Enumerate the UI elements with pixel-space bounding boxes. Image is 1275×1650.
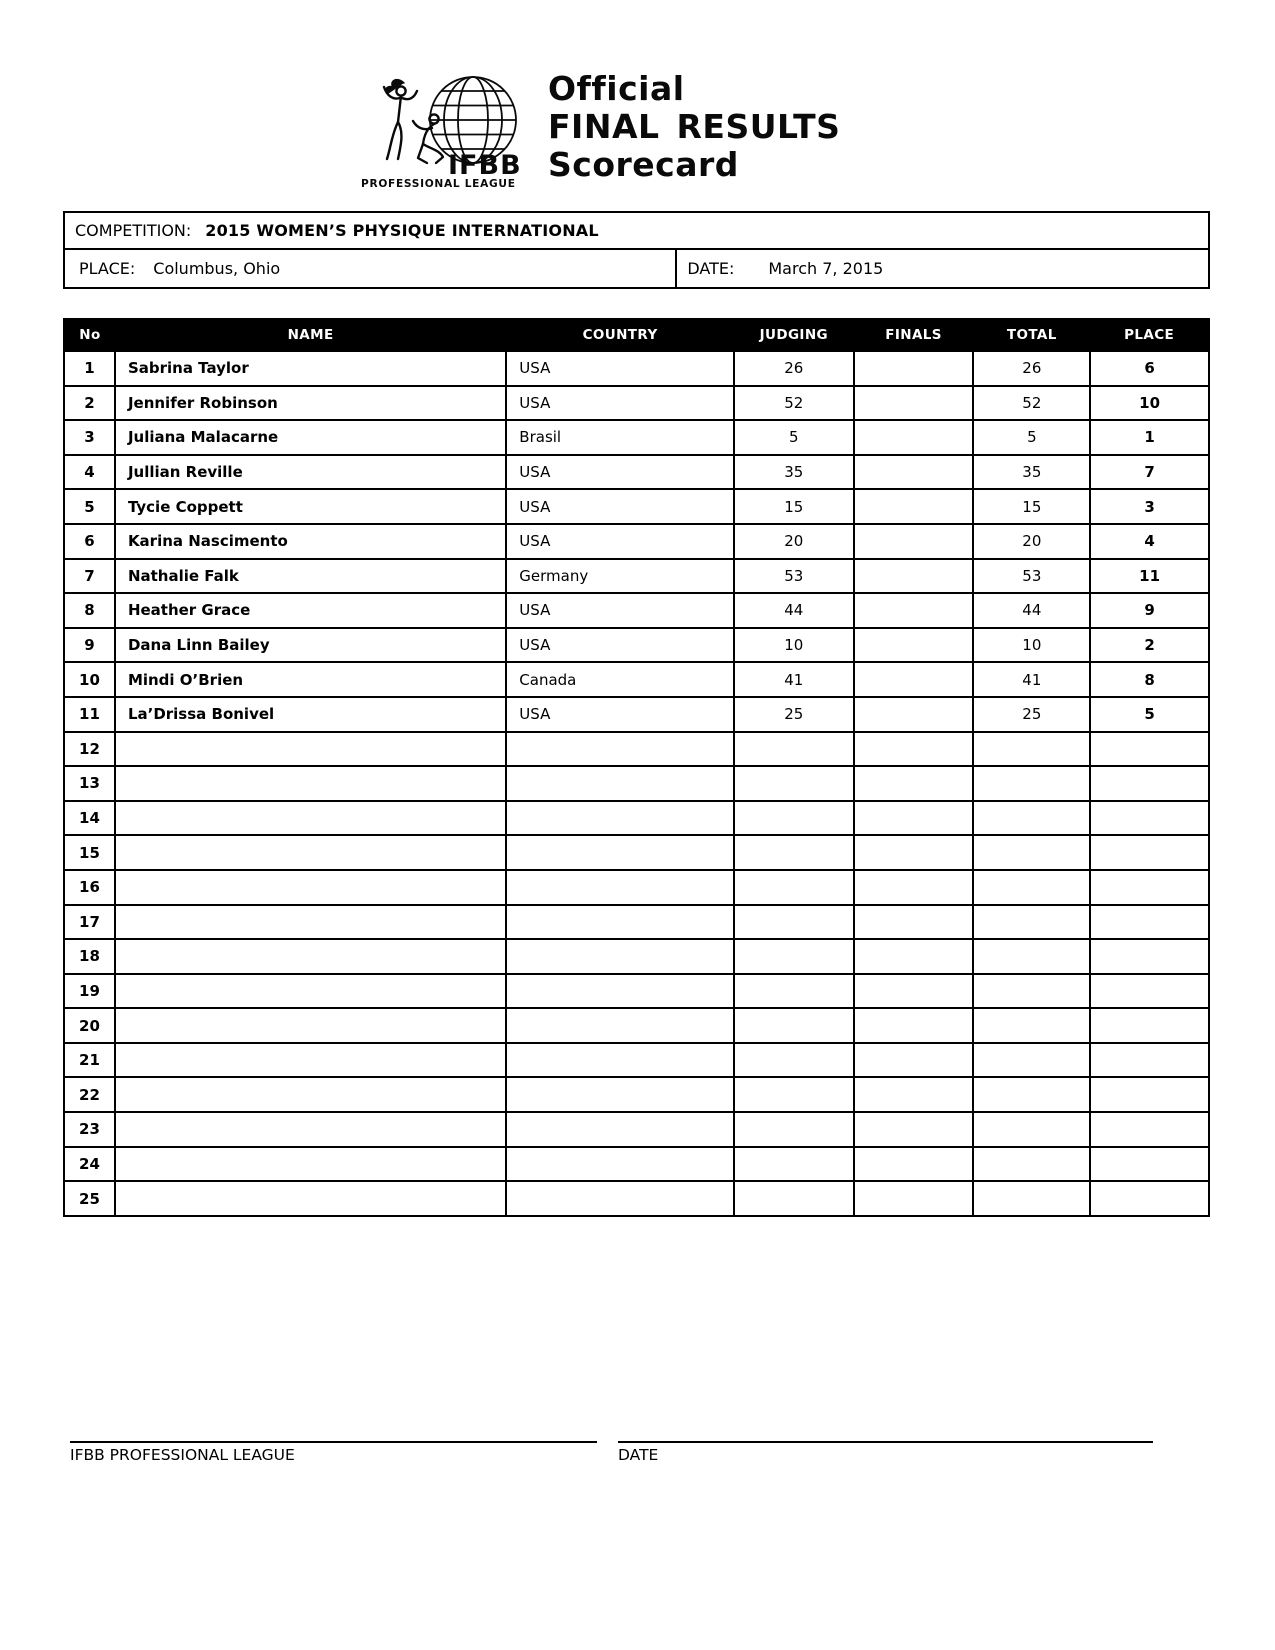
cell-judging: 26 (734, 351, 854, 386)
cell-total: 15 (973, 489, 1090, 524)
cell-finals (854, 662, 974, 697)
cell-name: Juliana Malacarne (115, 420, 506, 455)
table-row (64, 1181, 1209, 1216)
cell-no: 12 (64, 732, 115, 767)
cell-total: 35 (973, 455, 1090, 490)
cell-judging (734, 835, 854, 870)
cell-place: 9 (1090, 593, 1209, 628)
cell-finals (854, 1181, 974, 1216)
cell-place: 1 (1090, 420, 1209, 455)
cell-country (506, 905, 734, 940)
cell-judging: 10 (734, 628, 854, 663)
cell-total: 25 (973, 697, 1090, 732)
cell-total (973, 905, 1090, 940)
cell-judging (734, 766, 854, 801)
cell-country: USA (506, 593, 734, 628)
cell-finals (854, 974, 974, 1009)
cell-no: 15 (64, 835, 115, 870)
signature-line-right (618, 1441, 1153, 1464)
cell-finals (854, 455, 974, 490)
title-line-1: Official (548, 69, 685, 108)
signature-left-label: IFBB PROFESSIONAL LEAGUE (70, 1446, 295, 1464)
cell-place (1090, 801, 1209, 836)
cell-finals (854, 939, 974, 974)
cell-place (1090, 1077, 1209, 1112)
cell-finals (854, 835, 974, 870)
place-cell (65, 250, 675, 287)
cell-judging: 15 (734, 489, 854, 524)
cell-finals (854, 420, 974, 455)
cell-name: Heather Grace (115, 593, 506, 628)
table-row (64, 1043, 1209, 1078)
table-row (64, 732, 1209, 767)
title-line-3: Scorecard (548, 145, 739, 184)
cell-country: Brasil (506, 420, 734, 455)
cell-finals (854, 1043, 974, 1078)
document-title (548, 70, 840, 184)
cell-place: 7 (1090, 455, 1209, 490)
column-header-name: NAME (115, 319, 506, 351)
cell-name (115, 1112, 506, 1147)
cell-place: 11 (1090, 559, 1209, 594)
cell-total (973, 801, 1090, 836)
cell-no: 25 (64, 1181, 115, 1216)
cell-place (1090, 1008, 1209, 1043)
cell-finals (854, 351, 974, 386)
cell-judging: 5 (734, 420, 854, 455)
signature-right-label: DATE (618, 1446, 659, 1464)
column-header-finals: FINALS (854, 319, 974, 351)
cell-place (1090, 905, 1209, 940)
cell-no: 9 (64, 628, 115, 663)
table-row (64, 662, 1209, 697)
cell-country (506, 732, 734, 767)
cell-no: 7 (64, 559, 115, 594)
column-header-total: TOTAL (973, 319, 1090, 351)
table-row (64, 835, 1209, 870)
cell-no: 6 (64, 524, 115, 559)
title-line-2: FINAL RESULTS (548, 107, 841, 146)
cell-no: 19 (64, 974, 115, 1009)
cell-no: 23 (64, 1112, 115, 1147)
table-row (64, 905, 1209, 940)
cell-total (973, 1112, 1090, 1147)
cell-name (115, 1077, 506, 1112)
cell-country: USA (506, 489, 734, 524)
cell-name: Nathalie Falk (115, 559, 506, 594)
cell-place (1090, 870, 1209, 905)
cell-judging (734, 974, 854, 1009)
cell-no: 11 (64, 697, 115, 732)
place-label: PLACE: (79, 259, 136, 278)
cell-place: 8 (1090, 662, 1209, 697)
ifbb-logo-icon (360, 70, 534, 190)
cell-judging (734, 1043, 854, 1078)
cell-name (115, 905, 506, 940)
cell-place: 4 (1090, 524, 1209, 559)
cell-country (506, 939, 734, 974)
cell-no: 18 (64, 939, 115, 974)
cell-country: USA (506, 628, 734, 663)
cell-name: La’Drissa Bonivel (115, 697, 506, 732)
cell-finals (854, 732, 974, 767)
signature-area (70, 1441, 1153, 1464)
results-section (63, 318, 1210, 1217)
cell-country (506, 766, 734, 801)
column-header-country: COUNTRY (506, 319, 734, 351)
cell-country (506, 1147, 734, 1182)
results-table-body (64, 351, 1209, 1216)
cell-no: 1 (64, 351, 115, 386)
table-row (64, 766, 1209, 801)
cell-judging: 41 (734, 662, 854, 697)
table-row (64, 524, 1209, 559)
cell-name (115, 939, 506, 974)
cell-judging: 25 (734, 697, 854, 732)
cell-name: Sabrina Taylor (115, 351, 506, 386)
cell-place (1090, 835, 1209, 870)
cell-place (1090, 1112, 1209, 1147)
cell-judging: 44 (734, 593, 854, 628)
cell-country (506, 870, 734, 905)
cell-country (506, 974, 734, 1009)
cell-judging (734, 939, 854, 974)
cell-finals (854, 905, 974, 940)
cell-judging (734, 732, 854, 767)
cell-no: 8 (64, 593, 115, 628)
table-row (64, 801, 1209, 836)
cell-judging: 35 (734, 455, 854, 490)
cell-total: 5 (973, 420, 1090, 455)
cell-finals (854, 1112, 974, 1147)
cell-total: 10 (973, 628, 1090, 663)
table-row (64, 870, 1209, 905)
cell-total (973, 1077, 1090, 1112)
cell-finals (854, 697, 974, 732)
cell-no: 2 (64, 386, 115, 421)
cell-country: USA (506, 455, 734, 490)
cell-country: USA (506, 697, 734, 732)
cell-finals (854, 1008, 974, 1043)
table-row (64, 628, 1209, 663)
cell-name (115, 835, 506, 870)
cell-place: 5 (1090, 697, 1209, 732)
cell-place: 2 (1090, 628, 1209, 663)
cell-no: 20 (64, 1008, 115, 1043)
cell-country: USA (506, 351, 734, 386)
cell-place (1090, 1181, 1209, 1216)
cell-no: 24 (64, 1147, 115, 1182)
cell-finals (854, 628, 974, 663)
table-row (64, 1077, 1209, 1112)
cell-total (973, 766, 1090, 801)
cell-finals (854, 559, 974, 594)
cell-total (973, 974, 1090, 1009)
cell-country (506, 1077, 734, 1112)
cell-total (973, 1181, 1090, 1216)
cell-total (973, 939, 1090, 974)
cell-name: Karina Nascimento (115, 524, 506, 559)
cell-country: Germany (506, 559, 734, 594)
cell-no: 16 (64, 870, 115, 905)
date-cell (675, 250, 1208, 287)
cell-no: 3 (64, 420, 115, 455)
cell-name (115, 801, 506, 836)
table-row (64, 593, 1209, 628)
cell-no: 13 (64, 766, 115, 801)
cell-place (1090, 974, 1209, 1009)
cell-finals (854, 801, 974, 836)
table-row (64, 1112, 1209, 1147)
logo-suborg-text: PROFESSIONAL LEAGUE (361, 178, 516, 190)
date-value: March 7, 2015 (768, 259, 884, 278)
cell-total: 52 (973, 386, 1090, 421)
cell-total (973, 1147, 1090, 1182)
logo-org-text: IFBB (448, 150, 522, 181)
cell-no: 4 (64, 455, 115, 490)
cell-finals (854, 1147, 974, 1182)
cell-name (115, 766, 506, 801)
cell-country (506, 1008, 734, 1043)
column-header-place: PLACE (1090, 319, 1209, 351)
cell-finals (854, 524, 974, 559)
cell-judging (734, 801, 854, 836)
cell-place: 6 (1090, 351, 1209, 386)
table-row (64, 455, 1209, 490)
cell-judging (734, 1147, 854, 1182)
cell-judging: 20 (734, 524, 854, 559)
cell-finals (854, 489, 974, 524)
cell-total (973, 835, 1090, 870)
cell-name (115, 1147, 506, 1182)
place-date-row (65, 250, 1208, 287)
table-row (64, 974, 1209, 1009)
cell-total: 20 (973, 524, 1090, 559)
table-row (64, 1008, 1209, 1043)
masthead (360, 70, 840, 190)
cell-finals (854, 766, 974, 801)
cell-finals (854, 870, 974, 905)
cell-name (115, 732, 506, 767)
cell-judging (734, 905, 854, 940)
cell-judging: 53 (734, 559, 854, 594)
cell-judging: 52 (734, 386, 854, 421)
table-row (64, 420, 1209, 455)
cell-name (115, 1181, 506, 1216)
cell-total (973, 732, 1090, 767)
cell-total: 26 (973, 351, 1090, 386)
cell-country (506, 835, 734, 870)
cell-no: 17 (64, 905, 115, 940)
cell-place (1090, 1043, 1209, 1078)
cell-name (115, 1043, 506, 1078)
table-row (64, 386, 1209, 421)
cell-place (1090, 1147, 1209, 1182)
place-value: Columbus, Ohio (153, 259, 281, 278)
cell-name: Dana Linn Bailey (115, 628, 506, 663)
cell-name: Tycie Coppett (115, 489, 506, 524)
cell-finals (854, 593, 974, 628)
cell-name (115, 974, 506, 1009)
signature-line-left (70, 1441, 597, 1464)
cell-no: 5 (64, 489, 115, 524)
cell-judging (734, 1112, 854, 1147)
table-row (64, 489, 1209, 524)
cell-total (973, 1008, 1090, 1043)
table-row (64, 939, 1209, 974)
cell-no: 14 (64, 801, 115, 836)
competition-row (65, 213, 1208, 250)
cell-country (506, 1181, 734, 1216)
cell-no: 21 (64, 1043, 115, 1078)
cell-place (1090, 939, 1209, 974)
cell-place (1090, 766, 1209, 801)
cell-judging (734, 1181, 854, 1216)
cell-name: Mindi O’Brien (115, 662, 506, 697)
competition-label: COMPETITION: (75, 221, 192, 240)
cell-place: 10 (1090, 386, 1209, 421)
cell-name (115, 1008, 506, 1043)
table-row (64, 697, 1209, 732)
cell-judging (734, 1008, 854, 1043)
table-row (64, 1147, 1209, 1182)
table-header-row (64, 319, 1209, 351)
date-label: DATE: (687, 259, 735, 278)
cell-name: Jennifer Robinson (115, 386, 506, 421)
cell-total (973, 1043, 1090, 1078)
cell-no: 22 (64, 1077, 115, 1112)
cell-finals (854, 1077, 974, 1112)
cell-place (1090, 732, 1209, 767)
cell-total: 44 (973, 593, 1090, 628)
cell-country: USA (506, 524, 734, 559)
competition-value: 2015 WOMEN’S PHYSIQUE INTERNATIONAL (205, 221, 599, 240)
cell-country (506, 1043, 734, 1078)
cell-total (973, 870, 1090, 905)
cell-country: Canada (506, 662, 734, 697)
column-header-judging: JUDGING (734, 319, 854, 351)
cell-place: 3 (1090, 489, 1209, 524)
cell-country (506, 801, 734, 836)
cell-country (506, 1112, 734, 1147)
cell-finals (854, 386, 974, 421)
cell-name: Jullian Reville (115, 455, 506, 490)
cell-judging (734, 870, 854, 905)
cell-no: 10 (64, 662, 115, 697)
cell-total: 41 (973, 662, 1090, 697)
results-table (63, 318, 1210, 1217)
column-header-no: No (64, 319, 115, 351)
table-row (64, 559, 1209, 594)
athletes-icon (384, 80, 443, 163)
cell-judging (734, 1077, 854, 1112)
table-row (64, 351, 1209, 386)
cell-country: USA (506, 386, 734, 421)
competition-info-box (63, 211, 1210, 289)
cell-name (115, 870, 506, 905)
cell-total: 53 (973, 559, 1090, 594)
